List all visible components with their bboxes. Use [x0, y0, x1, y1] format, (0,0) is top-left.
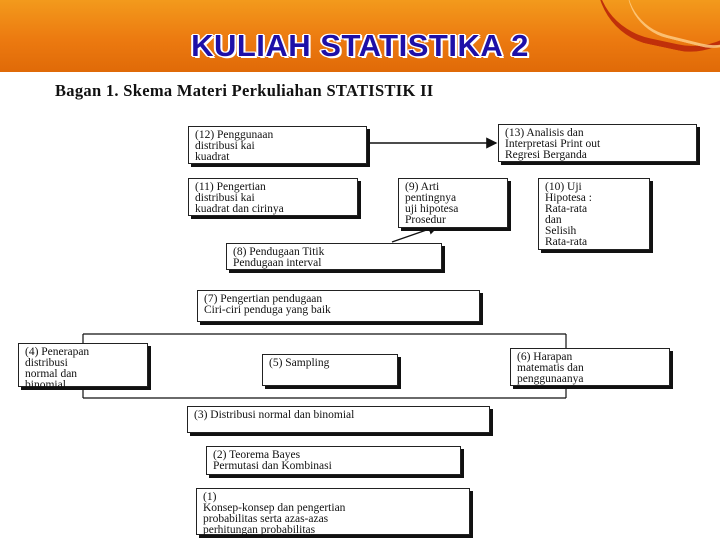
arrow-8-to-9 [392, 226, 438, 242]
box-11-pengertian-kai-kuadrat: (11) Pengertian distribusi kai kuadrat dan cirinya [188, 178, 358, 216]
box-1-konsep-probabilitas: (1) Konsep-konsep dan pengertian probabilitas serta azas-azas perhitungan probabilitas [196, 488, 470, 535]
box-7-pengertian-pendugaan: (7) Pengertian pendugaan Ciri-ciri penduga yang baik [197, 290, 480, 322]
box-6-harapan-matematis: (6) Harapan matematis dan penggunaanya [510, 348, 670, 386]
box-8-pendugaan-titik-interval: (8) Pendugaan Titik Pendugaan interval [226, 243, 442, 270]
diagram-caption: Bagan 1. Skema Materi Perkuliahan STATISTIK II [55, 81, 434, 100]
box-3-distribusi-normal-binomial: (3) Distribusi normal dan binomial [187, 406, 490, 433]
box-4-penerapan-distribusi: (4) Penerapan distribusi normal dan binomial [18, 343, 148, 387]
box-13-analisis-regresi: (13) Analisis dan Interpretasi Print out Regresi Berganda [498, 124, 697, 162]
box-12-penggunaan-kai-kuadrat: (12) Penggunaan distribusi kai kuadrat [188, 126, 367, 164]
box-9-arti-uji-hipotesa: (9) Arti pentingnya uji hipotesa Prosedur [398, 178, 508, 228]
box-2-teorema-bayes: (2) Teorema Bayes Permutasi dan Kombinasi [206, 446, 461, 475]
slide-title: KULIAH STATISTIKA 2 [191, 28, 529, 63]
box-10-uji-hipotesa-rata-rata: (10) Uji Hipotesa : Rata-rata dan Selisih Rata-rata [538, 178, 650, 250]
box-5-sampling: (5) Sampling [262, 354, 398, 386]
